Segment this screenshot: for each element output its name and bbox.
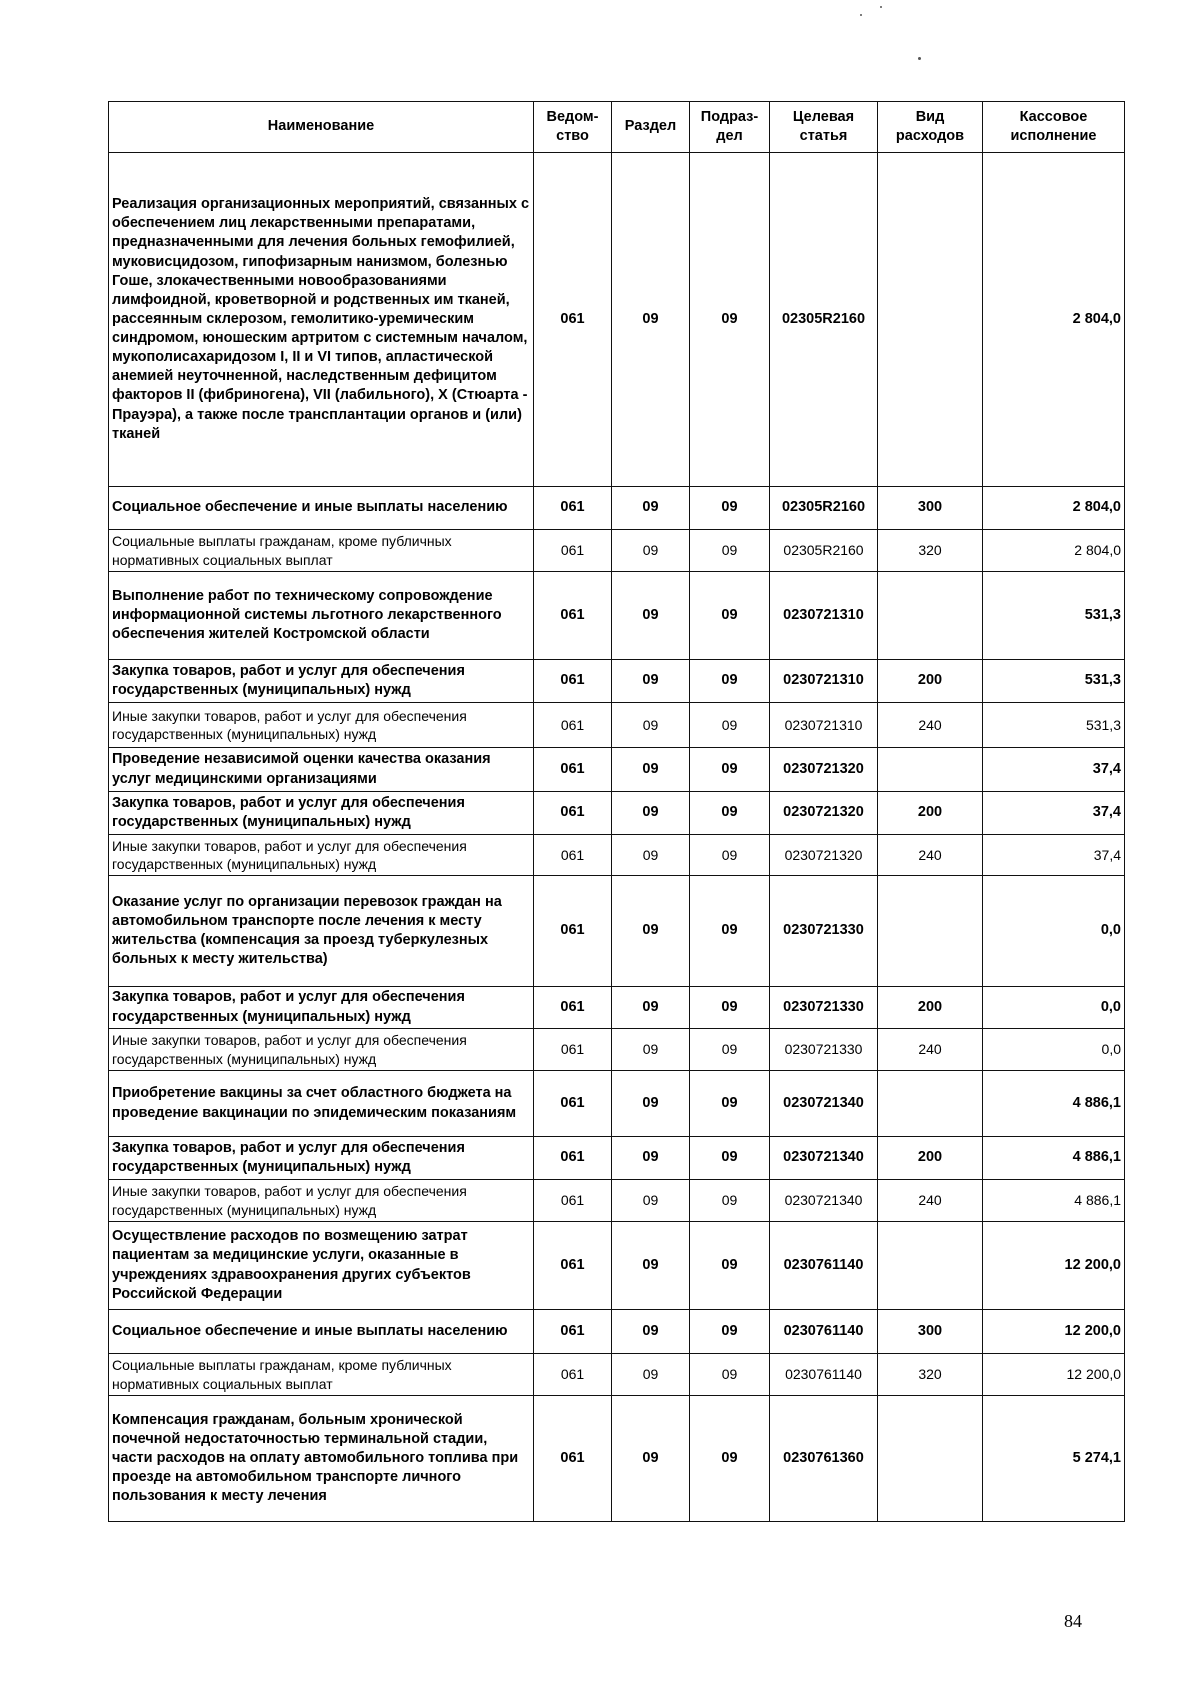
row-name: Иные закупки товаров, работ и услуг для обеспечения государственных (муниципальных) нужд bbox=[109, 1180, 534, 1222]
row-podrazdel: 09 bbox=[690, 1354, 770, 1396]
row-kassovoe-ispolnenie: 0,0 bbox=[983, 1029, 1125, 1071]
row-podrazdel: 09 bbox=[690, 876, 770, 987]
row-podrazdel: 09 bbox=[690, 572, 770, 660]
row-kassovoe-ispolnenie: 37,4 bbox=[983, 792, 1125, 835]
row-vid-rashodov: 320 bbox=[878, 530, 983, 572]
header-name: Наименование bbox=[109, 102, 534, 153]
row-celevaya-statya: 02305R2160 bbox=[770, 487, 878, 530]
table-row bbox=[109, 572, 1125, 660]
budget-execution-table bbox=[108, 101, 1125, 1522]
row-celevaya-statya: 0230721340 bbox=[770, 1180, 878, 1222]
scan-speck bbox=[918, 57, 921, 60]
row-celevaya-statya: 0230721330 bbox=[770, 1029, 878, 1071]
table-row bbox=[109, 1222, 1125, 1310]
row-podrazdel: 09 bbox=[690, 792, 770, 835]
row-kassovoe-ispolnenie: 0,0 bbox=[983, 987, 1125, 1029]
row-name: Закупка товаров, работ и услуг для обеспечения государственных (муниципальных) нужд bbox=[109, 987, 534, 1029]
row-vedomstvo: 061 bbox=[534, 1222, 612, 1310]
header-vedomstvo: Ведом- ство bbox=[534, 102, 612, 153]
row-name: Закупка товаров, работ и услуг для обеспечения государственных (муниципальных) нужд bbox=[109, 1137, 534, 1180]
table-row bbox=[109, 1029, 1125, 1071]
row-name: Закупка товаров, работ и услуг для обеспечения государственных (муниципальных) нужд bbox=[109, 660, 534, 703]
row-vedomstvo: 061 bbox=[534, 703, 612, 748]
row-name: Выполнение работ по техническому сопровождение информационной системы льготного лекарственного обеспечения жителей Костромской области bbox=[109, 572, 534, 660]
row-podrazdel: 09 bbox=[690, 1180, 770, 1222]
row-podrazdel: 09 bbox=[690, 530, 770, 572]
row-vid-rashodov: 320 bbox=[878, 1354, 983, 1396]
header-vid-rashodov: Вид расходов bbox=[878, 102, 983, 153]
header-celevaya-statya: Целевая статья bbox=[770, 102, 878, 153]
row-vedomstvo: 061 bbox=[534, 748, 612, 792]
row-podrazdel: 09 bbox=[690, 487, 770, 530]
page-number: 84 bbox=[1064, 1611, 1082, 1631]
table-row bbox=[109, 487, 1125, 530]
row-razdel: 09 bbox=[612, 572, 690, 660]
row-kassovoe-ispolnenie: 4 886,1 bbox=[983, 1071, 1125, 1137]
table-row bbox=[109, 660, 1125, 703]
row-celevaya-statya: 0230721330 bbox=[770, 987, 878, 1029]
row-vedomstvo: 061 bbox=[534, 530, 612, 572]
row-vedomstvo: 061 bbox=[534, 660, 612, 703]
row-vedomstvo: 061 bbox=[534, 487, 612, 530]
row-razdel: 09 bbox=[612, 1029, 690, 1071]
row-vid-rashodov bbox=[878, 748, 983, 792]
row-name: Иные закупки товаров, работ и услуг для обеспечения государственных (муниципальных) нужд bbox=[109, 1029, 534, 1071]
row-vedomstvo: 061 bbox=[534, 1180, 612, 1222]
row-kassovoe-ispolnenie: 4 886,1 bbox=[983, 1137, 1125, 1180]
row-celevaya-statya: 0230761140 bbox=[770, 1354, 878, 1396]
table-row bbox=[109, 1354, 1125, 1396]
row-name: Реализация организационных мероприятий, связанных с обеспечением лиц лекарственными препаратами, предназначенными для лечения больных гемофилией, муковисцидозом, гипофизарным нанизмом, болезнью Гоше, злокачественными новообразованиями лимфоидной, кроветворной и родственных им тканей, рассеянным склерозом, гемолитико-уремическим синдромом, юношеским артритом с системным началом, мукополисахаридозом I, II и VI типов, апластической анемией неуточненной, наследственным дефицитом факторов II (фибриногена), VII (лабильного), X (Стюарта - Прауэра), а также после трансплантации органов и (или) тканей bbox=[109, 153, 534, 487]
table-row bbox=[109, 1396, 1125, 1522]
table-row bbox=[109, 153, 1125, 487]
row-celevaya-statya: 0230721310 bbox=[770, 572, 878, 660]
table-row bbox=[109, 987, 1125, 1029]
row-podrazdel: 09 bbox=[690, 153, 770, 487]
row-razdel: 09 bbox=[612, 530, 690, 572]
row-vedomstvo: 061 bbox=[534, 1354, 612, 1396]
row-razdel: 09 bbox=[612, 835, 690, 876]
row-vid-rashodov: 240 bbox=[878, 703, 983, 748]
row-razdel: 09 bbox=[612, 1222, 690, 1310]
row-razdel: 09 bbox=[612, 1180, 690, 1222]
table-row bbox=[109, 876, 1125, 987]
row-celevaya-statya: 0230721310 bbox=[770, 703, 878, 748]
row-kassovoe-ispolnenie: 0,0 bbox=[983, 876, 1125, 987]
table-row bbox=[109, 748, 1125, 792]
table-header-row bbox=[109, 102, 1125, 153]
row-vedomstvo: 061 bbox=[534, 792, 612, 835]
row-razdel: 09 bbox=[612, 1354, 690, 1396]
row-razdel: 09 bbox=[612, 1071, 690, 1137]
row-vid-rashodov: 240 bbox=[878, 835, 983, 876]
row-vedomstvo: 061 bbox=[534, 572, 612, 660]
row-kassovoe-ispolnenie: 12 200,0 bbox=[983, 1222, 1125, 1310]
row-razdel: 09 bbox=[612, 487, 690, 530]
row-podrazdel: 09 bbox=[690, 1029, 770, 1071]
row-vedomstvo: 061 bbox=[534, 1029, 612, 1071]
row-kassovoe-ispolnenie: 531,3 bbox=[983, 660, 1125, 703]
row-razdel: 09 bbox=[612, 1310, 690, 1354]
row-name: Оказание услуг по организации перевозок граждан на автомобильном транспорте после лечения к месту жительства (компенсация за проезд туберкулезных больных к месту жительства) bbox=[109, 876, 534, 987]
table-row bbox=[109, 1180, 1125, 1222]
row-vid-rashodov bbox=[878, 153, 983, 487]
table-row bbox=[109, 1071, 1125, 1137]
row-kassovoe-ispolnenie: 4 886,1 bbox=[983, 1180, 1125, 1222]
row-razdel: 09 bbox=[612, 153, 690, 487]
row-vedomstvo: 061 bbox=[534, 1396, 612, 1522]
row-celevaya-statya: 0230761140 bbox=[770, 1222, 878, 1310]
row-vid-rashodov bbox=[878, 1396, 983, 1522]
row-kassovoe-ispolnenie: 5 274,1 bbox=[983, 1396, 1125, 1522]
document-page bbox=[108, 101, 1124, 1522]
row-podrazdel: 09 bbox=[690, 748, 770, 792]
row-vedomstvo: 061 bbox=[534, 1137, 612, 1180]
row-razdel: 09 bbox=[612, 1137, 690, 1180]
table-row bbox=[109, 703, 1125, 748]
table-row bbox=[109, 792, 1125, 835]
row-razdel: 09 bbox=[612, 1396, 690, 1522]
row-vid-rashodov: 200 bbox=[878, 660, 983, 703]
row-kassovoe-ispolnenie: 37,4 bbox=[983, 835, 1125, 876]
header-podrazdel: Подраз- дел bbox=[690, 102, 770, 153]
row-kassovoe-ispolnenie: 531,3 bbox=[983, 703, 1125, 748]
row-name: Социальное обеспечение и иные выплаты населению bbox=[109, 1310, 534, 1354]
row-podrazdel: 09 bbox=[690, 1137, 770, 1180]
row-kassovoe-ispolnenie: 37,4 bbox=[983, 748, 1125, 792]
row-vid-rashodov: 200 bbox=[878, 792, 983, 835]
row-razdel: 09 bbox=[612, 987, 690, 1029]
row-razdel: 09 bbox=[612, 748, 690, 792]
scan-speck bbox=[860, 14, 862, 16]
row-name: Осуществление расходов по возмещению затрат пациентам за медицинские услуги, оказанные в учреждениях здравоохранения других субъектов Российской Федерации bbox=[109, 1222, 534, 1310]
row-vedomstvo: 061 bbox=[534, 987, 612, 1029]
row-podrazdel: 09 bbox=[690, 987, 770, 1029]
row-name: Иные закупки товаров, работ и услуг для обеспечения государственных (муниципальных) нужд bbox=[109, 835, 534, 876]
row-vedomstvo: 061 bbox=[534, 876, 612, 987]
row-celevaya-statya: 02305R2160 bbox=[770, 530, 878, 572]
row-vedomstvo: 061 bbox=[534, 835, 612, 876]
row-razdel: 09 bbox=[612, 660, 690, 703]
row-vid-rashodov: 240 bbox=[878, 1180, 983, 1222]
header-razdel: Раздел bbox=[612, 102, 690, 153]
header-kassovoe-ispolnenie: Кассовое исполнение bbox=[983, 102, 1125, 153]
row-celevaya-statya: 0230721310 bbox=[770, 660, 878, 703]
row-celevaya-statya: 0230761360 bbox=[770, 1396, 878, 1522]
row-podrazdel: 09 bbox=[690, 1310, 770, 1354]
row-celevaya-statya: 0230721330 bbox=[770, 876, 878, 987]
row-kassovoe-ispolnenie: 12 200,0 bbox=[983, 1310, 1125, 1354]
row-kassovoe-ispolnenie: 2 804,0 bbox=[983, 153, 1125, 487]
row-vid-rashodov bbox=[878, 1071, 983, 1137]
row-podrazdel: 09 bbox=[690, 1396, 770, 1522]
row-podrazdel: 09 bbox=[690, 835, 770, 876]
row-name: Приобретение вакцины за счет областного бюджета на проведение вакцинации по эпидемическим показаниям bbox=[109, 1071, 534, 1137]
row-razdel: 09 bbox=[612, 703, 690, 748]
row-razdel: 09 bbox=[612, 876, 690, 987]
row-name: Иные закупки товаров, работ и услуг для обеспечения государственных (муниципальных) нужд bbox=[109, 703, 534, 748]
row-vid-rashodov bbox=[878, 572, 983, 660]
row-vedomstvo: 061 bbox=[534, 1310, 612, 1354]
row-vid-rashodov: 200 bbox=[878, 1137, 983, 1180]
row-kassovoe-ispolnenie: 2 804,0 bbox=[983, 530, 1125, 572]
row-vid-rashodov: 200 bbox=[878, 987, 983, 1029]
row-name: Проведение независимой оценки качества оказания услуг медицинскими организациями bbox=[109, 748, 534, 792]
row-name: Социальные выплаты гражданам, кроме публичных нормативных социальных выплат bbox=[109, 1354, 534, 1396]
row-vedomstvo: 061 bbox=[534, 153, 612, 487]
row-vid-rashodov: 300 bbox=[878, 487, 983, 530]
row-vid-rashodov: 300 bbox=[878, 1310, 983, 1354]
row-razdel: 09 bbox=[612, 792, 690, 835]
row-name: Закупка товаров, работ и услуг для обеспечения государственных (муниципальных) нужд bbox=[109, 792, 534, 835]
row-vid-rashodov: 240 bbox=[878, 1029, 983, 1071]
table-row bbox=[109, 835, 1125, 876]
row-podrazdel: 09 bbox=[690, 1222, 770, 1310]
row-vid-rashodov bbox=[878, 1222, 983, 1310]
row-kassovoe-ispolnenie: 2 804,0 bbox=[983, 487, 1125, 530]
row-kassovoe-ispolnenie: 531,3 bbox=[983, 572, 1125, 660]
row-vid-rashodov bbox=[878, 876, 983, 987]
table-row bbox=[109, 530, 1125, 572]
row-podrazdel: 09 bbox=[690, 1071, 770, 1137]
row-celevaya-statya: 0230721340 bbox=[770, 1071, 878, 1137]
row-celevaya-statya: 0230761140 bbox=[770, 1310, 878, 1354]
row-vedomstvo: 061 bbox=[534, 1071, 612, 1137]
row-celevaya-statya: 0230721340 bbox=[770, 1137, 878, 1180]
row-kassovoe-ispolnenie: 12 200,0 bbox=[983, 1354, 1125, 1396]
table-row bbox=[109, 1310, 1125, 1354]
row-celevaya-statya: 0230721320 bbox=[770, 835, 878, 876]
row-podrazdel: 09 bbox=[690, 703, 770, 748]
table-row bbox=[109, 1137, 1125, 1180]
row-celevaya-statya: 02305R2160 bbox=[770, 153, 878, 487]
row-name: Социальное обеспечение и иные выплаты населению bbox=[109, 487, 534, 530]
scan-speck bbox=[880, 6, 882, 8]
row-celevaya-statya: 0230721320 bbox=[770, 792, 878, 835]
row-name: Компенсация гражданам, больным хронической почечной недостаточностью терминальной стадии, части расходов на оплату автомобильного топлива при проезде на автомобильном транспорте личного пользования к месту лечения bbox=[109, 1396, 534, 1522]
row-celevaya-statya: 0230721320 bbox=[770, 748, 878, 792]
row-name: Социальные выплаты гражданам, кроме публичных нормативных социальных выплат bbox=[109, 530, 534, 572]
row-podrazdel: 09 bbox=[690, 660, 770, 703]
